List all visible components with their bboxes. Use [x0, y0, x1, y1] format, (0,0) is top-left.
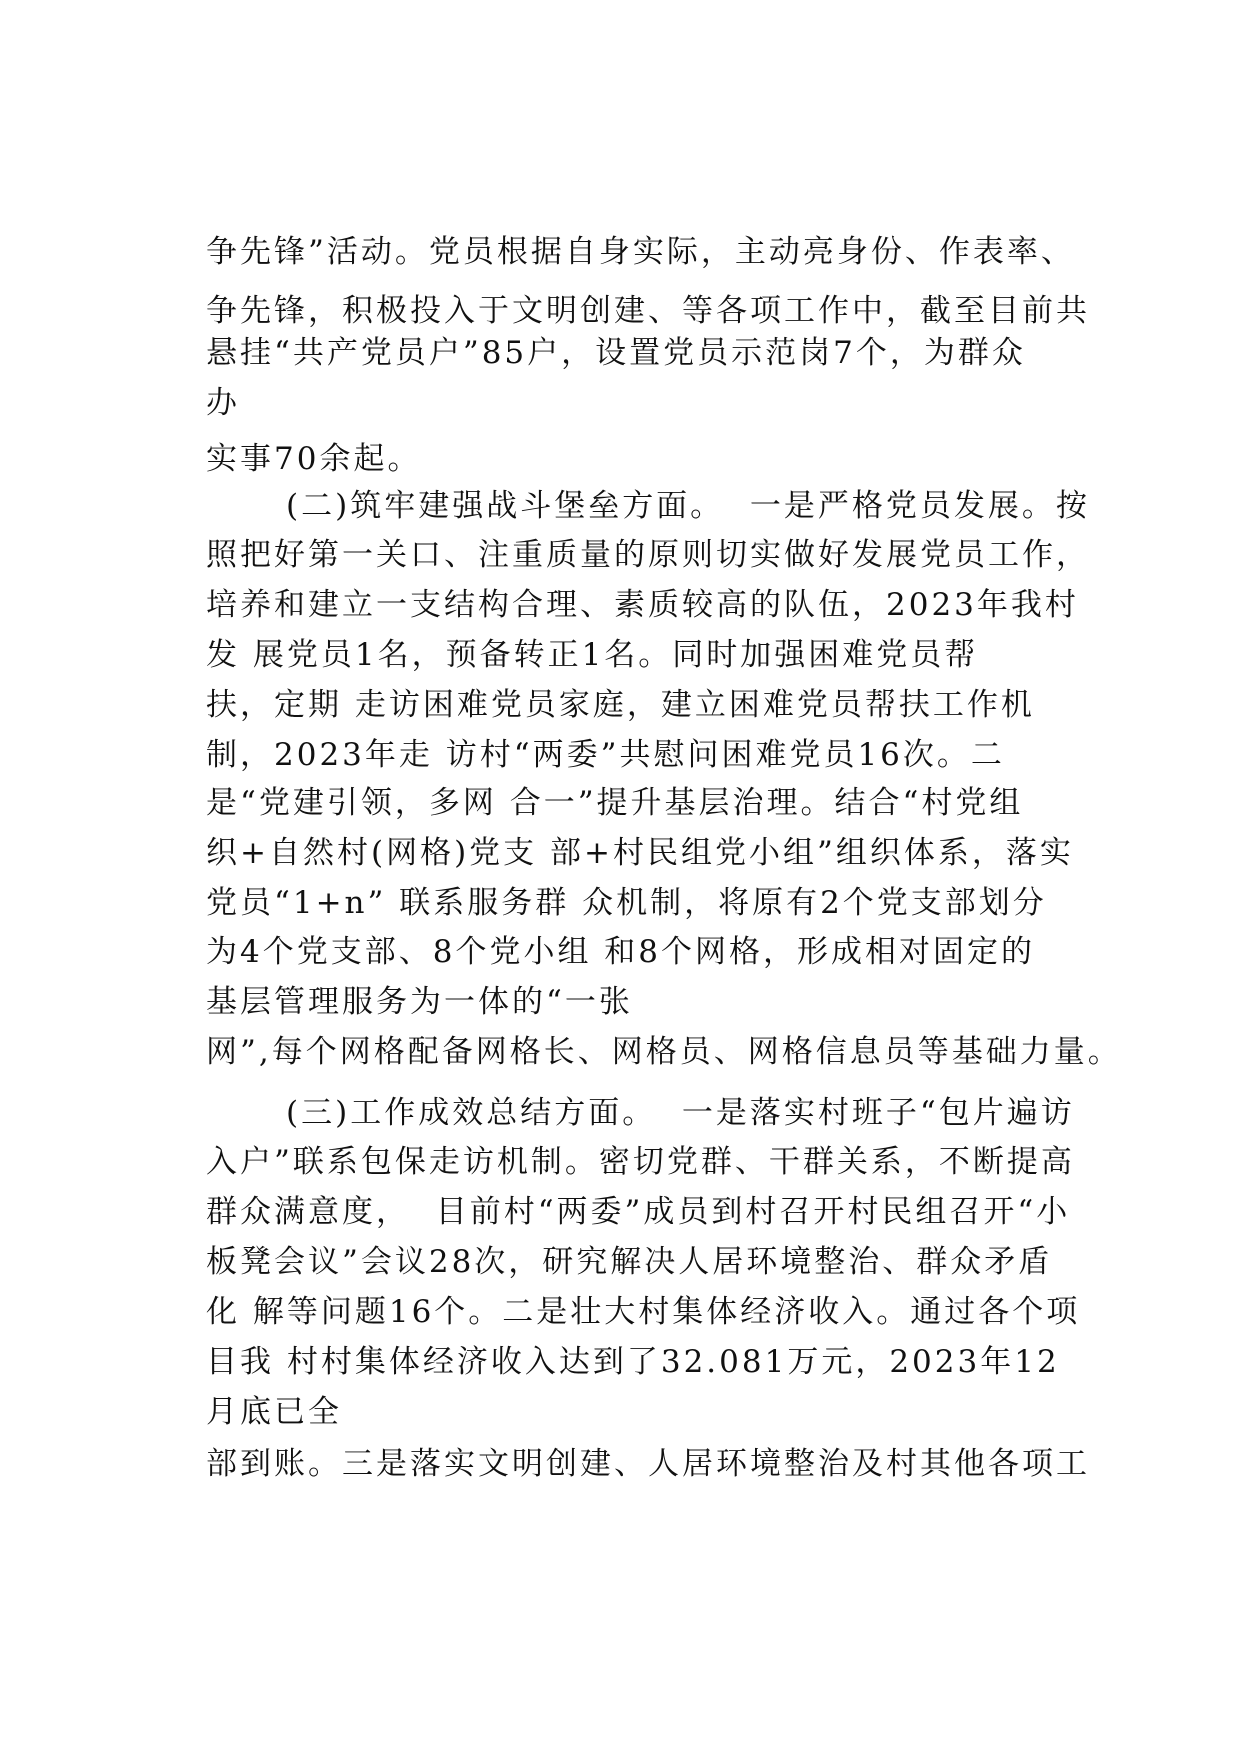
text-line: 培养和建立一支结构合理、素质较高的队伍，2023年我村	[206, 587, 1079, 623]
text-line: 扶，定期 走访困难党员家庭，建立困难党员帮扶工作机	[206, 687, 1035, 723]
text-line: 基层管理服务为一体的“一张	[206, 984, 633, 1020]
text-line: 实事70余起。	[206, 441, 422, 477]
text-line: 群众满意度， 目前村“两委”成员到村召开村民组召开“小	[206, 1194, 1071, 1230]
text-line: 入户”联系包保走访机制。密切党群、干群关系，不断提高	[206, 1144, 1075, 1180]
text-line: 照把好第一关口、注重质量的原则切实做好发展党员工作，	[206, 537, 1090, 573]
text-line: 织+自然村(网格)党支 部+村民组党小组”组织体系，落实	[206, 835, 1074, 871]
text-line: 目我 村村集体经济收入达到了32.081万元，2023年12	[206, 1344, 1060, 1380]
text-line: 板凳会议”会议28次，研究解决人居环境整治、群众矛盾	[206, 1244, 1053, 1280]
text-line: 发 展党员1名，预备转正1名。同时加强困难党员帮	[206, 637, 979, 673]
text-line: 悬挂“共产党员户”85户，设置党员示范岗7个，为群众	[206, 335, 1026, 371]
text-line: 争先锋，积极投入于文明创建、等各项工作中，截至目前共	[206, 293, 1090, 329]
paragraph-heading-line: (三)工作成效总结方面。 一是落实村班子“包片遍访	[286, 1095, 1075, 1131]
text-line: 部到账。三是落实文明创建、人居环境整治及村其他各项工	[206, 1446, 1090, 1482]
text-line: 党员“1+n” 联系服务群 众机制，将原有2个党支部划分	[206, 885, 1047, 921]
text-line: 化 解等问题16个。二是壮大村集体经济收入。通过各个项	[206, 1294, 1081, 1330]
text-line: 争先锋”活动。党员根据自身实际，主动亮身份、作表率、	[206, 234, 1075, 270]
text-line: 制，2023年走 访村“两委”共慰问困难党员16次。二	[206, 737, 1005, 773]
text-line: 是“党建引领，多网 合一”提升基层治理。结合“村党组	[206, 785, 1024, 821]
text-line: 网”,每个网格配备网格长、网格员、网格信息员等基础力量。	[206, 1034, 1122, 1070]
text-line: 为4个党支部、8个党小组 和8个网格，形成相对固定的	[206, 934, 1036, 970]
paragraph-heading-line: (二)筑牢建强战斗堡垒方面。 一是严格党员发展。按	[286, 488, 1090, 524]
text-line: 月底已全	[206, 1394, 342, 1430]
text-line: 办	[206, 385, 240, 421]
